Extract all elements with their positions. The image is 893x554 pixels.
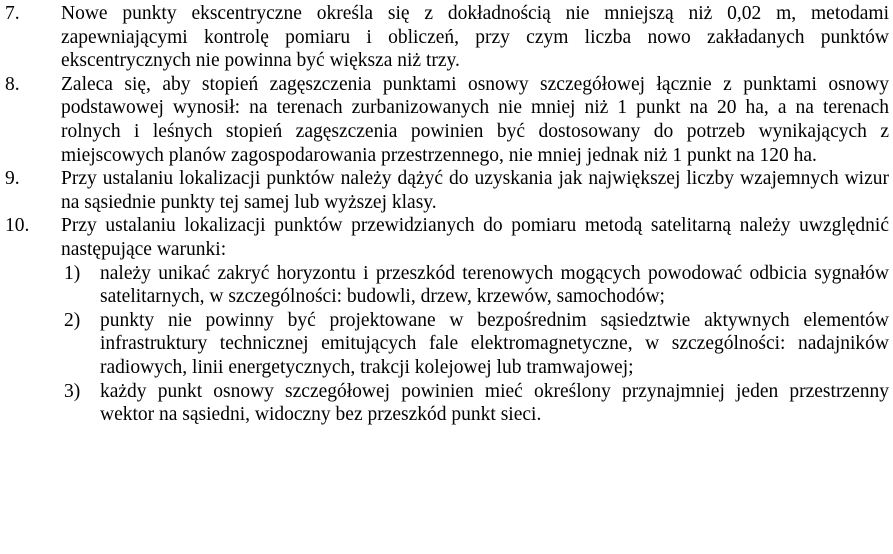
list-item-9 (0, 167, 889, 214)
sub-item-2 (61, 309, 889, 380)
item-text: Nowe punkty ekscentryczne określa się z dokładnością nie mniejszą niż 0,02 m, metodami zapewniającymi kontrolę pomiaru i obliczeń, przy czym liczba nowo zakładanych punktów ekscentrycznych nie powinna być większa niż trzy. (61, 3, 889, 72)
list-item-10 (0, 214, 889, 426)
sub-item-number: 3) (64, 380, 81, 402)
item-body (61, 214, 889, 426)
sub-item-3 (61, 380, 889, 427)
sub-item-text: należy unikać zakryć horyzontu i przeszkód terenowych mogących powodować odbicia sygnałów satelitarnych, w szczególności: budowli, drzew, krzewów, samochodów; (100, 262, 889, 308)
item-number: 8. (5, 73, 20, 95)
sub-item-text: każdy punkt osnowy szczegółowej powinien mieć określony przynajmniej jeden przestrzenny wektor na sąsiedni, widoczny bez przeszkód punkt sieci. (100, 380, 889, 426)
item-text: Zaleca się, aby stopień zagęszczenia punktami osnowy szczegółowej łącznie z punktami osnowy podstawowej wynosił: na terenach zurbanizowanych nie mniej niż 1 punkt na 20 ha, a na terenach rolnych i leśnych stopień zagęszczenia powinien być dostosowany do potrzeb wynikających z miejscowych planów zagospodarowania przestrzennego, nie mniej jednak niż 1 punkt na 120 ha. (61, 73, 889, 166)
item-text: Przy ustalaniu lokalizacji punktów przewidzianych do pomiaru metodą satelitarną należy uwzględnić następujące warunki: (61, 215, 889, 260)
sub-item-1 (61, 262, 889, 309)
sub-item-text: punkty nie powinny być projektowane w bezpośrednim sąsiedztwie aktywnych elementów infrastruktury technicznej emitujących fale elektromagnetyczne, w szczególności: nadajników radiowych, linii energetycznych, trakcji kolejowej lub tramwajowej; (100, 309, 889, 378)
item-text: Przy ustalaniu lokalizacji punktów należy dążyć do uzyskania jak największej liczby wzajemnych wizur na sąsiednie punkty tej samej lub wyższej klasy. (61, 168, 889, 213)
list-item-8 (0, 73, 889, 167)
item-number: 7. (5, 3, 20, 24)
list-item-7 (0, 2, 889, 73)
sub-item-number: 2) (64, 309, 81, 331)
item-number: 10. (5, 215, 30, 237)
sub-item-number: 1) (64, 262, 81, 284)
item-number: 9. (5, 168, 20, 190)
